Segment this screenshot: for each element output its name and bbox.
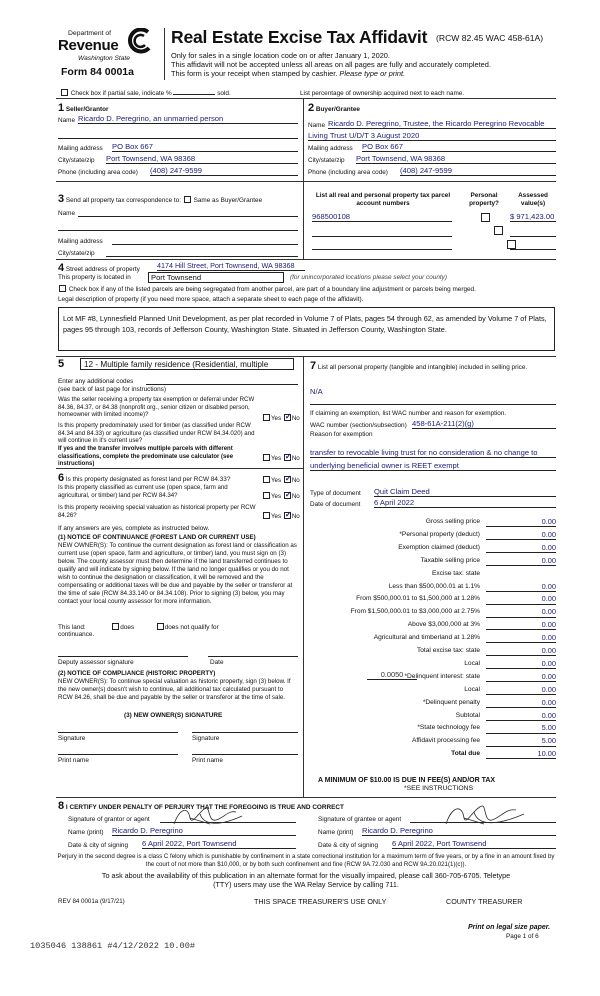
col-divider-top	[303, 99, 304, 259]
section7-num: 7	[310, 360, 317, 372]
notice-continuance-text: NEW OWNER(S): To continue the current designation as forest land or classification as current use (open space, farm and agriculture, or timber) land, you must sign on (3) below. The county assessor must then determine if the land transferred continues to qualify and will indicate by signing below. If the land no longer qualifies or you do not wish to continue the designation or classification, it will be removed and the compensating or additional taxes will be due and payable by the seller or transferor at the time of sale (RCW 84.33.140 or 84.34.108). Prior to signing (3) below, you may contact your local county assessor for more information.	[58, 542, 297, 605]
grantee-date-label: Date & city of signing	[318, 842, 379, 849]
parcel-personal-checkbox-1[interactable]	[481, 213, 490, 222]
new-owner-signature-label-1: Signature	[58, 735, 86, 742]
grantee-name-field[interactable]: Ricardo D. Peregrino	[362, 826, 556, 836]
tax-row	[318, 711, 556, 723]
correspondence-heading	[58, 193, 262, 207]
timber-question: Is this property predominately used for timber (as classified under RCW 84.34 and 84.33) or agriculture (as classified under RCW 84.34.020) and will continue in it's current use?	[58, 422, 255, 445]
tax-row-value[interactable]: 0.00	[486, 607, 556, 617]
current-use-yes-checkbox[interactable]	[263, 492, 270, 499]
seller-name-line2[interactable]	[58, 138, 298, 139]
buyer-city-label: City/state/zip	[308, 157, 345, 164]
parcel-personal-checkbox-3[interactable]	[507, 240, 516, 249]
buyer-city-field[interactable]: Port Townsend, WA 98368	[356, 154, 556, 164]
forest-question: Is this property designated as forest land per RCW 84.33?	[65, 476, 231, 483]
correspondence-city-label: City/state/zip	[58, 250, 95, 257]
historic-answer	[262, 512, 300, 521]
parcel-account-2[interactable]	[312, 236, 452, 237]
grantee-name-label: Name (print)	[318, 829, 354, 836]
tax-row-value[interactable]: 0.00	[486, 582, 556, 592]
buyer-heading	[308, 102, 360, 116]
segregated-checkbox[interactable]	[59, 285, 66, 292]
forest-no-label: No	[291, 477, 300, 484]
tax-row-label: *Delinquent interest: state	[404, 672, 480, 680]
continuance-label: continuance.	[58, 631, 95, 638]
washington-state-label: Washington State	[78, 55, 130, 62]
grantor-signature-label: Signature of grantor or agent	[68, 816, 150, 823]
section6-num: 6	[58, 472, 65, 484]
additional-codes-field[interactable]	[146, 384, 298, 385]
tax-row-value[interactable]: 0.00	[486, 543, 556, 553]
seller-heading-text: Seller/Grantor	[65, 106, 109, 113]
new-owner-print-label-2: Print name	[192, 757, 223, 764]
land-does-not-checkbox[interactable]	[157, 623, 164, 630]
personal-property-line2[interactable]	[310, 404, 556, 405]
tax-row	[318, 530, 556, 542]
tax-row-label: Gross selling price	[425, 518, 480, 525]
form-number: Form 84 0001a	[61, 66, 134, 78]
new-owner-print-label-1: Print name	[58, 757, 89, 764]
tax-row-label: Above $3,000,000 at 3%	[407, 621, 480, 629]
parcel-col-accounts: List all real and personal property tax parcel account numbers	[315, 192, 451, 207]
tax-row	[318, 582, 556, 594]
additional-codes-label: Enter any additional codes	[58, 378, 134, 385]
personal-property-heading	[310, 360, 556, 374]
tax-row	[318, 736, 556, 748]
deputy-signature-field[interactable]	[58, 656, 188, 657]
seller-mailing-label: Mailing address	[58, 145, 103, 152]
forest-answer	[262, 476, 300, 485]
tax-row	[318, 543, 556, 555]
tax-row-label: Total excise tax: state	[416, 647, 480, 654]
top-rule	[56, 98, 556, 99]
tax-row-value[interactable]: 0.00	[486, 594, 556, 604]
rule-before-8	[56, 797, 556, 798]
tax-row-label: From $1,500,000.01 to $3,000,000 at 2.75%	[350, 608, 480, 616]
tax-row-label: Local	[464, 685, 480, 693]
tax-row-value[interactable]: 0.00	[486, 646, 556, 656]
partial-sale-row	[60, 89, 231, 98]
tax-row-value[interactable]: 5.00	[486, 736, 556, 746]
buyer-name-label: Name	[308, 122, 326, 129]
grantor-name-label: Name (print)	[68, 829, 104, 836]
personal-property-field[interactable]: N/A	[310, 387, 323, 396]
parcel-value-2[interactable]	[510, 236, 556, 237]
tax-row	[318, 659, 556, 671]
tax-row-label: *Delinquent penalty	[422, 698, 480, 706]
timber-no-label: No	[291, 455, 300, 462]
tax-row-label: Total due	[451, 750, 480, 758]
partial-sale-checkbox[interactable]	[61, 89, 68, 96]
seller-mailing-field[interactable]: PO Box 667	[112, 142, 298, 152]
doc-date-field[interactable]: 6 April 2022	[374, 498, 556, 508]
wac-field[interactable]: 458-61A-211(2)(g)	[412, 419, 556, 429]
notice-compliance-text: NEW OWNER(S): To continue special valuation as historic property, sign (3) below. If the new owner(s) doesn't wish to continue, all additional tax calculated pursuant to RCW 84.26, shall be due and payable by the seller or transferor at the time of sale.	[58, 678, 291, 701]
tax-row-label: Exemption claimed (deduct)	[398, 543, 480, 551]
doc-type-label: Type of document	[310, 490, 361, 497]
exemption-answer	[262, 414, 300, 423]
additional-codes-note: (see back of last page for instructions)	[58, 386, 166, 393]
local-rate-field[interactable]: 0.0050	[367, 670, 417, 680]
exemption-yes-checkbox[interactable]	[263, 414, 270, 421]
forest-yes-checkbox[interactable]	[263, 476, 270, 483]
subtitle-3-italic: Please type or print.	[339, 69, 406, 78]
rule-after-1-2	[56, 181, 556, 182]
forest-no-checkbox[interactable]	[284, 476, 291, 483]
tax-row	[318, 698, 556, 710]
form-rcw: (RCW 82.45 WAC 458-61A)	[436, 33, 544, 43]
tax-row-label: From $500,000.01 to $1,500,000 at 1.28%	[356, 595, 480, 603]
reason-field-2[interactable]: underlying beneficial owner is REET exempt	[310, 461, 556, 471]
exemption-claim-label: If claiming an exemption, list WAC number and reason for exemption.	[310, 410, 507, 417]
parcel-col-assessed: Assessed value(s)	[518, 192, 548, 207]
buyer-mailing-label: Mailing address	[308, 145, 353, 152]
tax-row-value[interactable]: 0.00	[486, 659, 556, 669]
seller-heading-num: 1	[58, 102, 65, 114]
dept-of-label: Department of	[68, 30, 112, 37]
correspondence-name-label: Name	[58, 210, 76, 217]
property-use-select[interactable]: 12 - Multiple family residence (Residential, multiple	[80, 358, 294, 370]
tax-row-value[interactable]: 0.00	[486, 633, 556, 643]
tax-row-value[interactable]: 0.00	[486, 556, 556, 566]
tax-row	[318, 685, 556, 697]
seller-name-field[interactable]: Ricardo D. Peregrino, an unmarried person	[78, 114, 298, 124]
legal-description-field[interactable]: Lot MF #8, Lynnesfield Planned Unit Development, as per plat recorded in Volume 7 of Plats, pages 54 through 62, as amended by Volume 7 of Plats, pages 95 through 103, records of Jefferson County, Washington State. Situated in Jefferson County, Washington State.	[58, 307, 555, 351]
seller-name-label: Name	[58, 117, 76, 124]
grantee-signature-label: Signature of grantee or agent	[318, 816, 402, 823]
tax-row-label: Less than $500,000.01 at 1.1%	[388, 582, 480, 590]
col-divider-mid	[303, 357, 304, 797]
street-address-field[interactable]: 4174 Hill Street, Port Townsend, WA 98368	[157, 261, 305, 271]
parcel-col-personal: Personal property?	[469, 192, 499, 207]
timber-question-bold: If yes and the transfer involves multiple parcels with different classifications, complete the predominate use calculator (see instructions)	[58, 446, 234, 467]
parcel-personal-checkbox-2[interactable]	[494, 226, 503, 235]
current-use-question: Is this property classified as current use (open space, farm and agricultural, or timber) land per RCW 84.34?	[58, 484, 228, 499]
exemption-yes-label: Yes	[271, 415, 282, 422]
deputy-date-label: Date	[210, 659, 224, 666]
accessibility-notice-2: (TTY) users may use the WA Relay Service by calling 711.	[213, 880, 399, 889]
grantor-name-field[interactable]: Ricardo D. Peregrino	[112, 826, 296, 836]
timber-no-checkbox[interactable]	[284, 454, 291, 461]
correspondence-city-field[interactable]	[106, 256, 298, 257]
tax-row	[318, 723, 556, 735]
segregated-row	[58, 285, 476, 294]
tax-row	[318, 556, 556, 568]
tax-row	[318, 517, 556, 529]
correspondence-name-field[interactable]	[78, 216, 298, 217]
certify-text: I CERTIFY UNDER PENALTY OF PERJURY THAT THE FOREGOING IS TRUE AND CORRECT	[65, 804, 344, 811]
tax-row-label: Local	[464, 659, 480, 667]
current-use-no-checkbox[interactable]	[284, 492, 291, 499]
segregated-label: Check box if any of the listed parcels are being segregated from another parcel, are part of a boundary line adjustment or parcels being merged.	[68, 286, 476, 293]
tax-row-value[interactable]: 0.00	[486, 530, 556, 540]
tax-row	[318, 594, 556, 606]
new-owner-signature-2[interactable]	[192, 732, 298, 733]
same-as-buyer-label: Same as Buyer/Grantee	[193, 197, 263, 204]
rule-after-4	[56, 356, 556, 357]
partial-sale-sold-label: sold.	[217, 90, 231, 97]
current-use-yes-label: Yes	[271, 493, 282, 500]
rule-after-3	[56, 259, 556, 260]
parcel-account-3[interactable]	[312, 249, 452, 250]
wac-label: WAC number (section/subsection)	[310, 422, 407, 429]
grantor-date-field[interactable]: 6 April 2022, Port Townsend	[142, 839, 296, 849]
notice-continuance-title: (1) NOTICE OF CONTINUANCE (FOREST LAND OR CURRENT USE)	[58, 534, 256, 541]
deputy-signature-label: Deputy assessor signature	[58, 659, 134, 666]
tax-row	[318, 569, 556, 581]
located-note: (for unincorporated locations please select your county)	[290, 274, 448, 281]
correspondence-mailing-label: Mailing address	[58, 238, 103, 245]
minimum-due-note: A MINIMUM OF $10.00 IS DUE IN FEE(S) AND/OR TAX	[318, 777, 496, 784]
tax-row-value[interactable]: 0.00	[486, 711, 556, 721]
exemption-no-checkbox[interactable]	[284, 414, 291, 421]
tax-row	[318, 672, 556, 684]
seller-city-label: City/state/zip	[58, 157, 95, 164]
forest-yes-label: Yes	[271, 477, 282, 484]
partial-sale-label: Check box if partial sale, indicate %	[70, 90, 172, 97]
tax-row-value[interactable]: 0.00	[486, 672, 556, 682]
historic-no-label: No	[291, 513, 300, 520]
parcel-account-1[interactable]: 968500108	[312, 212, 452, 222]
seller-phone-field[interactable]: (408) 247-9599	[150, 166, 298, 176]
subtitle-3	[171, 69, 405, 78]
street-label: Street address of property	[65, 266, 140, 273]
subtitle-1: Only for sales in a single location code on or after January 1, 2020.	[171, 51, 390, 60]
tax-row-label: Subtotal	[455, 711, 480, 719]
tax-row-label: Taxable selling price	[420, 556, 480, 564]
seller-phone-label: Phone (including area code)	[58, 169, 138, 176]
deputy-date-field[interactable]	[208, 656, 298, 657]
personal-property-label: List all personal property (tangible and intangible) included in selling price.	[317, 364, 528, 371]
subtitle-3-text: This form is your receipt when stamped by cashier.	[171, 69, 338, 78]
doc-type-field[interactable]: Quit Claim Deed	[374, 487, 556, 497]
reason-label: Reason for exemption	[310, 431, 373, 438]
tax-row-value[interactable]: 0.00	[486, 517, 556, 527]
buyer-name-field-2[interactable]: Living Trust U/D/T 3 August 2020	[308, 131, 556, 141]
tax-row-value[interactable]: 10.00	[486, 749, 556, 759]
buyer-name-field[interactable]: Ricardo D. Peregrino, Trustee, the Ricardo Peregrino Revocable	[328, 119, 556, 129]
tax-row	[318, 646, 556, 658]
tax-row-value[interactable]: 0.00	[486, 698, 556, 708]
reason-field-1[interactable]: transfer to revocable living trust for no consideration & no change to	[310, 448, 556, 458]
tax-row-label: *Personal property (deduct)	[399, 530, 480, 538]
legal-description-label: Legal description of property (if you need more space, attach a separate sheet to each page of the affidavit).	[58, 296, 364, 303]
print-legal-note: Print on legal size paper.	[468, 924, 551, 931]
historic-yes-label: Yes	[271, 513, 282, 520]
correspondence-mailing-field[interactable]	[112, 244, 298, 245]
land-does-checkbox[interactable]	[112, 623, 119, 630]
accessibility-notice-1: To ask about the availability of this publication in an alternate format for the visually impaired, please call 360-705-6705. Teletype	[101, 871, 511, 880]
new-owner-signature-1[interactable]	[58, 732, 178, 733]
notice-compliance-title: (2) NOTICE OF COMPLIANCE (HISTORIC PROPERTY)	[58, 670, 216, 677]
historic-no-checkbox[interactable]	[284, 512, 291, 519]
tax-row-value[interactable]: 0.00	[486, 685, 556, 695]
section8-num: 8	[58, 800, 65, 812]
buyer-phone-field[interactable]: (408) 247-9599	[400, 166, 556, 176]
correspondence-heading-num: 3	[58, 193, 65, 205]
yes-instructions-note: If any answers are yes, complete as instructed below.	[58, 525, 210, 532]
timber-answer	[262, 454, 300, 463]
form-title: Real Estate Excise Tax Affidavit	[171, 27, 428, 47]
tax-row-label: *State technology fee	[417, 724, 480, 732]
timber-yes-label: Yes	[271, 455, 282, 462]
tax-row	[318, 620, 556, 632]
partial-sale-percent-field[interactable]	[173, 94, 215, 95]
tax-row-label: Agricultural and timberland at 1.28%	[373, 634, 480, 642]
historic-question: Is this property receiving special valuation as historical property per RCW 84.26?	[58, 504, 256, 519]
new-owner-print-2[interactable]	[192, 754, 298, 755]
new-owner-signature-label-2: Signature	[192, 735, 220, 742]
tax-row-label: Excise tax: state	[431, 569, 480, 577]
perjury-notice: Perjury in the second degree is a class C felony which is punishable by confinement in a state correctional institution for a maximum term of five years, or by a fine in an amount fixed by the court of not more than $10,000, or by both such confinement and fine (RCW 9A.72.030 and RCW 9A.20.021(1)(c)).	[57, 853, 555, 868]
street-heading-num: 4	[58, 262, 65, 274]
historic-yes-checkbox[interactable]	[263, 512, 270, 519]
revision-label: REV 84 0001a (9/17/21)	[58, 898, 125, 905]
tax-row-label: Affidavit processing fee	[411, 737, 480, 745]
grantee-date-field[interactable]: 6 April 2022, Port Townsend	[392, 839, 556, 849]
exemption-question: Was the seller receiving a property tax exemption or deferral under RCW 84.36, 84.37, or 84.38 (nonprofit org., senior citizen or disabled person, homeowner with limited income)?	[58, 396, 255, 419]
timber-yes-checkbox[interactable]	[263, 454, 270, 461]
seller-city-field[interactable]: Port Townsend, WA 98368	[106, 154, 298, 164]
land-label: This land:	[58, 624, 86, 631]
tax-row	[318, 607, 556, 619]
cashier-stamp: 1035046 138861 #4/12/2022 10.00#	[30, 941, 196, 951]
tax-row-value[interactable]: 5.00	[486, 723, 556, 733]
tax-row-value[interactable]: 0.00	[486, 620, 556, 630]
exemption-no-label: No	[291, 415, 300, 422]
current-use-answer	[262, 492, 300, 501]
header-divider	[164, 28, 165, 80]
same-as-buyer-checkbox[interactable]	[184, 196, 191, 203]
current-use-no-label: No	[291, 493, 300, 500]
subtitle-2: This affidavit will not be accepted unless all areas on all pages are fully and accurately completed.	[171, 60, 491, 69]
new-owner-signature-title: (3) NEW OWNER(S) SIGNATURE	[124, 712, 223, 719]
tax-row	[318, 633, 556, 645]
buyer-phone-label: Phone (including area code)	[308, 169, 388, 176]
land-does-label: does	[120, 624, 135, 631]
located-label: This property is located in	[58, 274, 131, 281]
tax-row	[318, 749, 556, 761]
land-does-not-label: does not qualify for	[164, 624, 219, 631]
grantor-date-label: Date & city of signing	[68, 842, 129, 849]
located-select[interactable]: Port Townsend	[148, 272, 284, 283]
see-instructions-note: *SEE INSTRUCTIONS	[404, 785, 474, 792]
page-number: Page 1 of 6	[506, 933, 539, 940]
ownership-note: List percentage of ownership acquired next to each name.	[300, 90, 465, 97]
buyer-mailing-field[interactable]: PO Box 667	[362, 142, 556, 152]
rule-before-6	[56, 468, 303, 469]
new-owner-print-1[interactable]	[58, 754, 178, 755]
buyer-heading-text: Buyer/Grantee	[315, 106, 360, 113]
revenue-logo-icon	[128, 28, 152, 54]
treasurer-use-label: THIS SPACE TREASURER'S USE ONLY	[254, 897, 387, 906]
correspondence-name-line2[interactable]	[58, 230, 298, 231]
correspondence-heading-text: Send all property tax correspondence to:	[65, 197, 182, 204]
parcel-value-3[interactable]	[510, 249, 556, 250]
revenue-wordmark: Revenue	[58, 37, 119, 54]
section5-num: 5	[58, 358, 65, 370]
doc-date-label: Date of document	[310, 501, 361, 508]
parcel-value-1[interactable]: $ 971,423.00	[510, 212, 555, 221]
buyer-heading-num: 2	[308, 102, 315, 114]
county-treasurer-label: COUNTY TREASURER	[446, 897, 523, 906]
